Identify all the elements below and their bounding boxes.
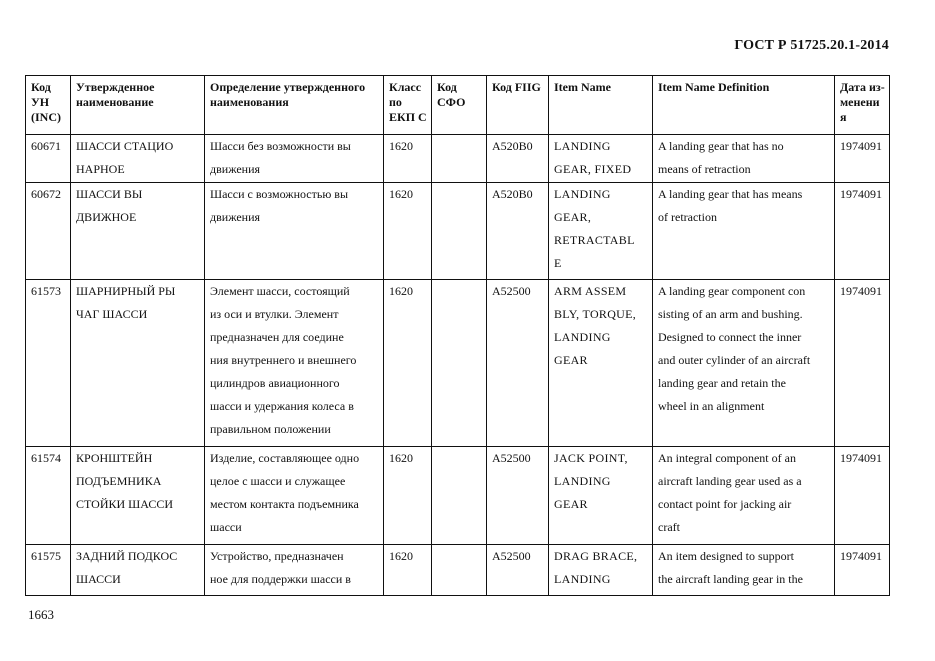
header-change-date: Дата изменения <box>835 76 890 135</box>
header-approved-name-definition: Определение утвержденного наименования <box>205 76 384 135</box>
item-name-registry-table <box>25 75 890 596</box>
cell-change-date: 1974091 <box>835 545 890 596</box>
table-header-row <box>26 76 890 135</box>
cell-ekps-class: 1620 <box>384 280 432 447</box>
cell-fiig-code: A52500 <box>487 447 549 545</box>
cell-item-name: JACK POINT, LANDING GEAR <box>549 447 653 545</box>
cell-item-name: DRAG BRACE, LANDING <box>549 545 653 596</box>
page-number: 1663 <box>28 607 54 622</box>
document-standard-code: ГОСТ Р 51725.20.1-2014 <box>734 38 889 53</box>
header-fiig-code: Код FIIG <box>487 76 549 135</box>
cell-approved-name: ШАССИ СТАЦИО НАРНОЕ <box>71 135 205 183</box>
cell-sfo-code <box>432 545 487 596</box>
cell-change-date: 1974091 <box>835 447 890 545</box>
cell-item-name: ARM ASSEM BLY, TORQUE, LANDING GEAR <box>549 280 653 447</box>
cell-definition: Устройство, предназначен ное для поддержки шасси в <box>205 545 384 596</box>
cell-ekps-class: 1620 <box>384 183 432 280</box>
cell-inc-code: 61573 <box>26 280 71 447</box>
cell-sfo-code <box>432 447 487 545</box>
header-sfo-code: Код СФО <box>432 76 487 135</box>
cell-fiig-code: A520B0 <box>487 135 549 183</box>
cell-change-date: 1974091 <box>835 280 890 447</box>
cell-definition: Изделие, составляющее одно целое с шасси и служащее местом контакта подъемника шасси <box>205 447 384 545</box>
cell-inc-code: 60672 <box>26 183 71 280</box>
cell-ekps-class: 1620 <box>384 545 432 596</box>
header-inc-code: Код УН (INC) <box>26 76 71 135</box>
cell-inc-code: 60671 <box>26 135 71 183</box>
header-item-name-definition: Item Name Definition <box>653 76 835 135</box>
cell-item-definition: A landing gear that has no means of retraction <box>653 135 835 183</box>
cell-ekps-class: 1620 <box>384 447 432 545</box>
cell-change-date: 1974091 <box>835 135 890 183</box>
table-row <box>26 447 890 545</box>
table-row <box>26 135 890 183</box>
cell-approved-name: ЗАДНИЙ ПОДКОС ШАССИ <box>71 545 205 596</box>
cell-fiig-code: A52500 <box>487 280 549 447</box>
cell-inc-code: 61574 <box>26 447 71 545</box>
cell-inc-code: 61575 <box>26 545 71 596</box>
cell-fiig-code: A52500 <box>487 545 549 596</box>
cell-change-date: 1974091 <box>835 183 890 280</box>
cell-item-definition: A landing gear that has means of retraction <box>653 183 835 280</box>
cell-item-definition: An item designed to support the aircraft landing gear in the <box>653 545 835 596</box>
cell-sfo-code <box>432 135 487 183</box>
cell-item-definition: An integral component of an aircraft landing gear used as a contact point for jacking air craft <box>653 447 835 545</box>
header-approved-name: Утвержденное наименование <box>71 76 205 135</box>
cell-sfo-code <box>432 183 487 280</box>
cell-approved-name: КРОНШТЕЙН ПОДЪЕМНИКА СТОЙКИ ШАССИ <box>71 447 205 545</box>
table-row <box>26 280 890 447</box>
cell-definition: Шасси с возможностью вы движения <box>205 183 384 280</box>
cell-fiig-code: A520B0 <box>487 183 549 280</box>
cell-approved-name: ШАРНИРНЫЙ РЫ ЧАГ ШАССИ <box>71 280 205 447</box>
cell-item-definition: A landing gear component con sisting of an arm and bushing. Designed to connect the inner and outer cylinder of an aircraft landing gear and retain the wheel in an alignment <box>653 280 835 447</box>
header-ekps-class: Класс по ЕКП С <box>384 76 432 135</box>
cell-item-name: LANDING GEAR, FIXED <box>549 135 653 183</box>
cell-approved-name: ШАССИ ВЫ ДВИЖНОЕ <box>71 183 205 280</box>
cell-definition: Элемент шасси, состоящий из оси и втулки. Элемент предназначен для соедине ния внутреннего и внешнего цилиндров авиационного шасси и удержания колеса в правильном положении <box>205 280 384 447</box>
cell-ekps-class: 1620 <box>384 135 432 183</box>
cell-item-name: LANDING GEAR, RETRACTABL E <box>549 183 653 280</box>
cell-definition: Шасси без возможности вы движения <box>205 135 384 183</box>
header-item-name: Item Name <box>549 76 653 135</box>
cell-sfo-code <box>432 280 487 447</box>
table-row <box>26 183 890 280</box>
table-row <box>26 545 890 596</box>
